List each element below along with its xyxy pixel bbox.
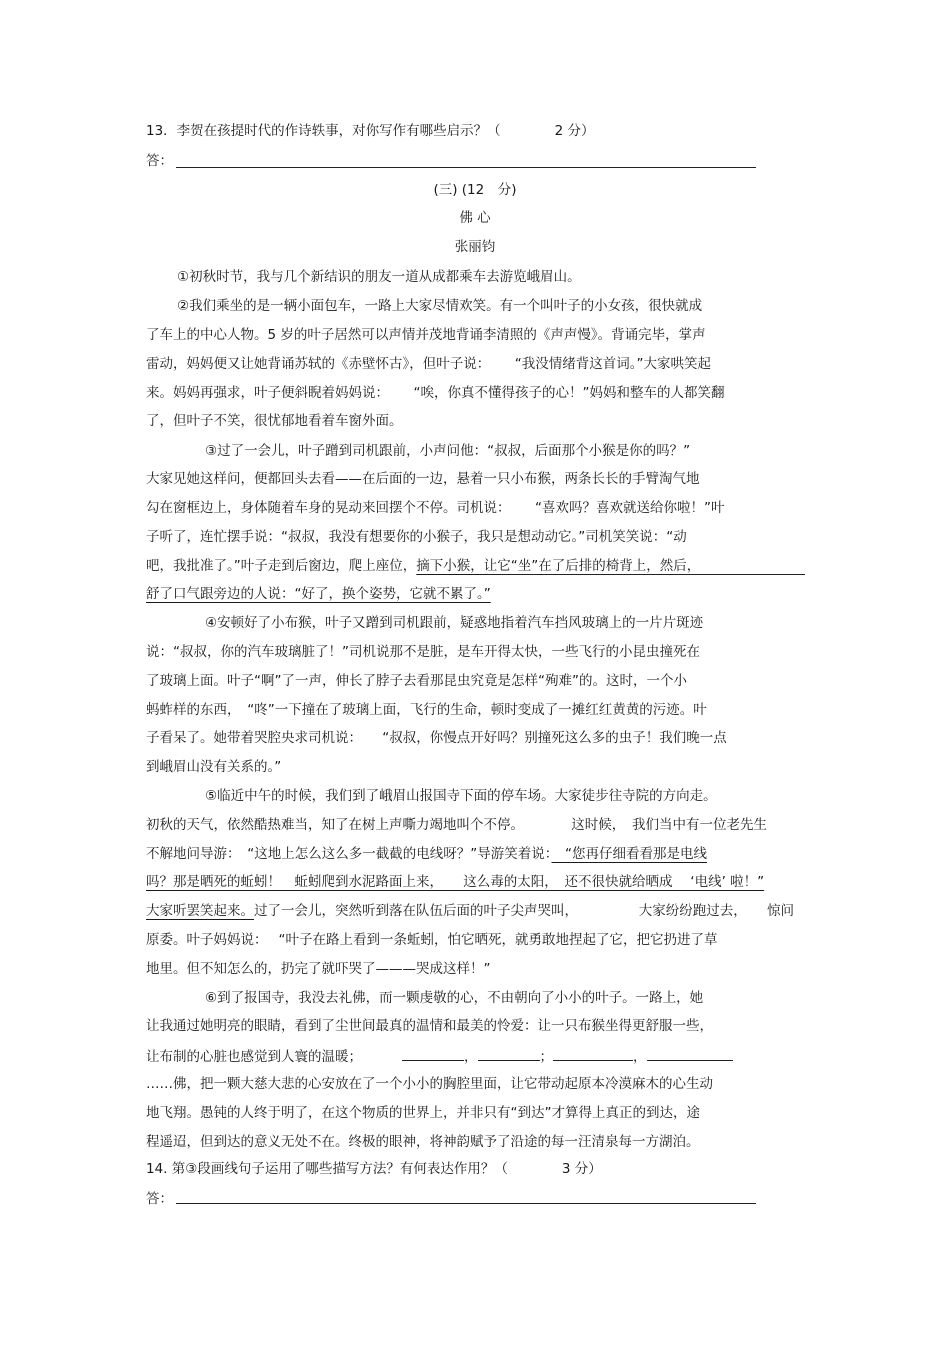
paragraph-4-line: 了玻璃上面。叶子“啊”了一声，伸长了脖子去看那昆虫究竟是怎样“殉难”的。这时，一个小 [146,673,687,689]
answer-line-13[interactable] [176,167,756,168]
question-13: 13．李贺在孩提时代的作诗轶事，对你写作有哪些启示？（ 2 分） [146,123,595,139]
fill-blank-3[interactable] [553,1046,633,1061]
paragraph-1: ①初秋时节，我与几个新结识的朋友一道从成都乘车去游览峨眉山。 [177,269,581,285]
paragraph-3-text: 吧，我批准了。”叶子走到后窗边，爬上座位， [146,558,417,574]
paragraph-6-line: ……佛，把一颗大慈大悲的心安放在了一个小小的胸腔里面，让它带动起原本冷漠麻木的心生动 [146,1076,713,1092]
passage-title: 佛 心 [459,210,491,226]
paragraph-6-text: 让布制的心脏也感觉到人寰的温暖； [146,1049,362,1065]
paragraph-6-line [146,1046,733,1064]
paragraph-4-line: 说：“叔叔，你的汽车玻璃脏了！”司机说那不是脏，是车开得太快，一些飞行的小昆虫撞死在 [146,644,700,660]
paragraph-6-line: 程遥迢，但到达的意义无处不在。终极的眼神，将神韵赋予了沿途的每一汪清泉每一方湖泊。 [146,1134,700,1150]
paragraph-6-line: 地飞翔。愚钝的人终于明了，在这个物质的世界上，并非只有“到达”才算得上真正的到达，途 [146,1105,700,1121]
passage-author: 张丽钧 [454,239,496,255]
fill-blank-2[interactable] [478,1046,540,1061]
blank-separator: ， [633,1049,647,1065]
paragraph-5-line: 初秋的天气，依然酷热难当，知了在树上声嘶力竭地叫个不停。 这时候， 我们当中有一位老先生 [146,817,767,833]
paragraph-2-line: 雷动，妈妈便又让她背诵苏轼的《赤壁怀古》，但叶子说： “我没情绪背这首词。”大家哄笑起 [146,356,712,372]
paragraph-2-line: 了车上的中心人物。5 岁的叶子居然可以声情并茂地背诵李清照的《声声慢》。背诵完毕，掌声 [146,327,706,343]
paragraph-5-line [146,845,707,863]
fill-blank-1[interactable] [402,1046,464,1061]
paragraph-5-text: 不解地问导游： “这地上怎么这么多一截截的电线呀？”导游笑着说： [146,846,552,862]
paragraph-5-line [146,902,794,920]
paragraph-2-line: 了，但叶子不笑，很忧郁地看着车窗外面。 [146,413,403,429]
answer-label-14: 答： [146,1191,173,1207]
paragraph-3-line: 勾在窗框边上，身体随着车身的晃动来回摆个不停。司机说： “喜欢吗？喜欢就送给你啦！”叶 [146,500,725,516]
paragraph-6-line: 让我通过她明亮的眼睛，看到了尘世间最真的温情和最美的怜爱：让一只布猴坐得更舒服一些， [146,1018,713,1034]
paragraph-5-line: 原委。叶子妈妈说： “叶子在路上看到一条蚯蚓，怕它晒死，就勇敢地捏起了它，把它扔进了草 [146,932,718,948]
paragraph-3-line: 子听了，连忙摆手说：“叔叔，我没有想要你的小猴子，我只是想动动它。”司机笑笑说：“动 [146,529,687,545]
underline-rule [488,574,805,575]
underlined-sentence: “您再仔细看看那是电线 [551,846,707,862]
blank-separator: ， [464,1049,478,1065]
paragraph-4-line: 蚂蚱样的东西， “咚”一下撞在了玻璃上面，飞行的生命，顿时变成了一摊红红黄黄的污迹。叶 [146,702,707,718]
underlined-sentence: 舒了口气跟旁边的人说：“好了，换个姿势，它就不累了。” [146,586,491,602]
answer-line-14[interactable] [176,1203,756,1204]
question-14: 14. 第③段画线句子运用了哪些描写方法？有何表达作用？（ 3 分） [146,1161,602,1177]
blank-separator: ； [539,1049,553,1065]
paragraph-5-line: ⑤临近中午的时候，我们到了峨眉山报国寺下面的停车场。大家徒步往寺院的方向走。 [205,788,717,804]
paragraph-2-line: 来。妈妈再强求，叶子便斜睨着妈妈说： “唉，你真不懂得孩子的心！”妈妈和整车的人都笑翻 [146,385,725,401]
paragraph-3-line: ③过了一会儿，叶子蹭到司机跟前，小声问他：“叔叔，后面那个小猴是你的吗？” [205,443,691,459]
underlined-sentence: 大家听罢笑起来。 [146,903,254,919]
paragraph-5-text: 过了一会儿，突然听到落在队伍后面的叶子尖声哭叫， 大家纷纷跑过去， 惊问 [254,903,794,919]
paragraph-4-line: ④安顿好了小布猴，叶子又蹭到司机跟前，疑惑地指着汽车挡风玻璃上的一片片斑迹 [205,615,704,631]
paragraph-3-line [146,557,700,575]
underlined-sentence: 吗？那是晒死的蚯蚓！ 蚯蚓爬到水泥路面上来， 这么毒的太阳， 还不很快就给晒成 ‘电线’ 啦！” [146,874,765,890]
underlined-sentence: 摘下小猴，让它“坐”在了后排的椅背上，然后， [416,558,701,574]
paragraph-6-line: ⑥到了报国寺，我没去礼佛，而一颗虔敬的心，不由朝向了小小的叶子。一路上，她 [205,990,704,1006]
paragraph-4-line: 子看呆了。她带着哭腔央求司机说： “叔叔，你慢点开好吗？别撞死这么多的虫子！我们晚一点 [146,730,727,746]
fill-blank-4[interactable] [647,1046,733,1061]
paragraph-3-line: 大家见她这样问，便都回头去看——在后面的一边，悬着一只小布猴，两条长长的手臂淘气地 [146,471,700,487]
section-header: (三) (12 分) [433,182,517,198]
answer-label-13: 答： [146,153,173,169]
paragraph-2-line: ②我们乘坐的是一辆小面包车，一路上大家尽情欢笑。有一个叫叶子的小女孩，很快就成 [177,298,703,314]
paragraph-5-line: 地里。但不知怎么的，扔完了就吓哭了———哭成这样！” [146,961,491,977]
paragraph-4-line: 到峨眉山没有关系的。” [146,759,282,775]
